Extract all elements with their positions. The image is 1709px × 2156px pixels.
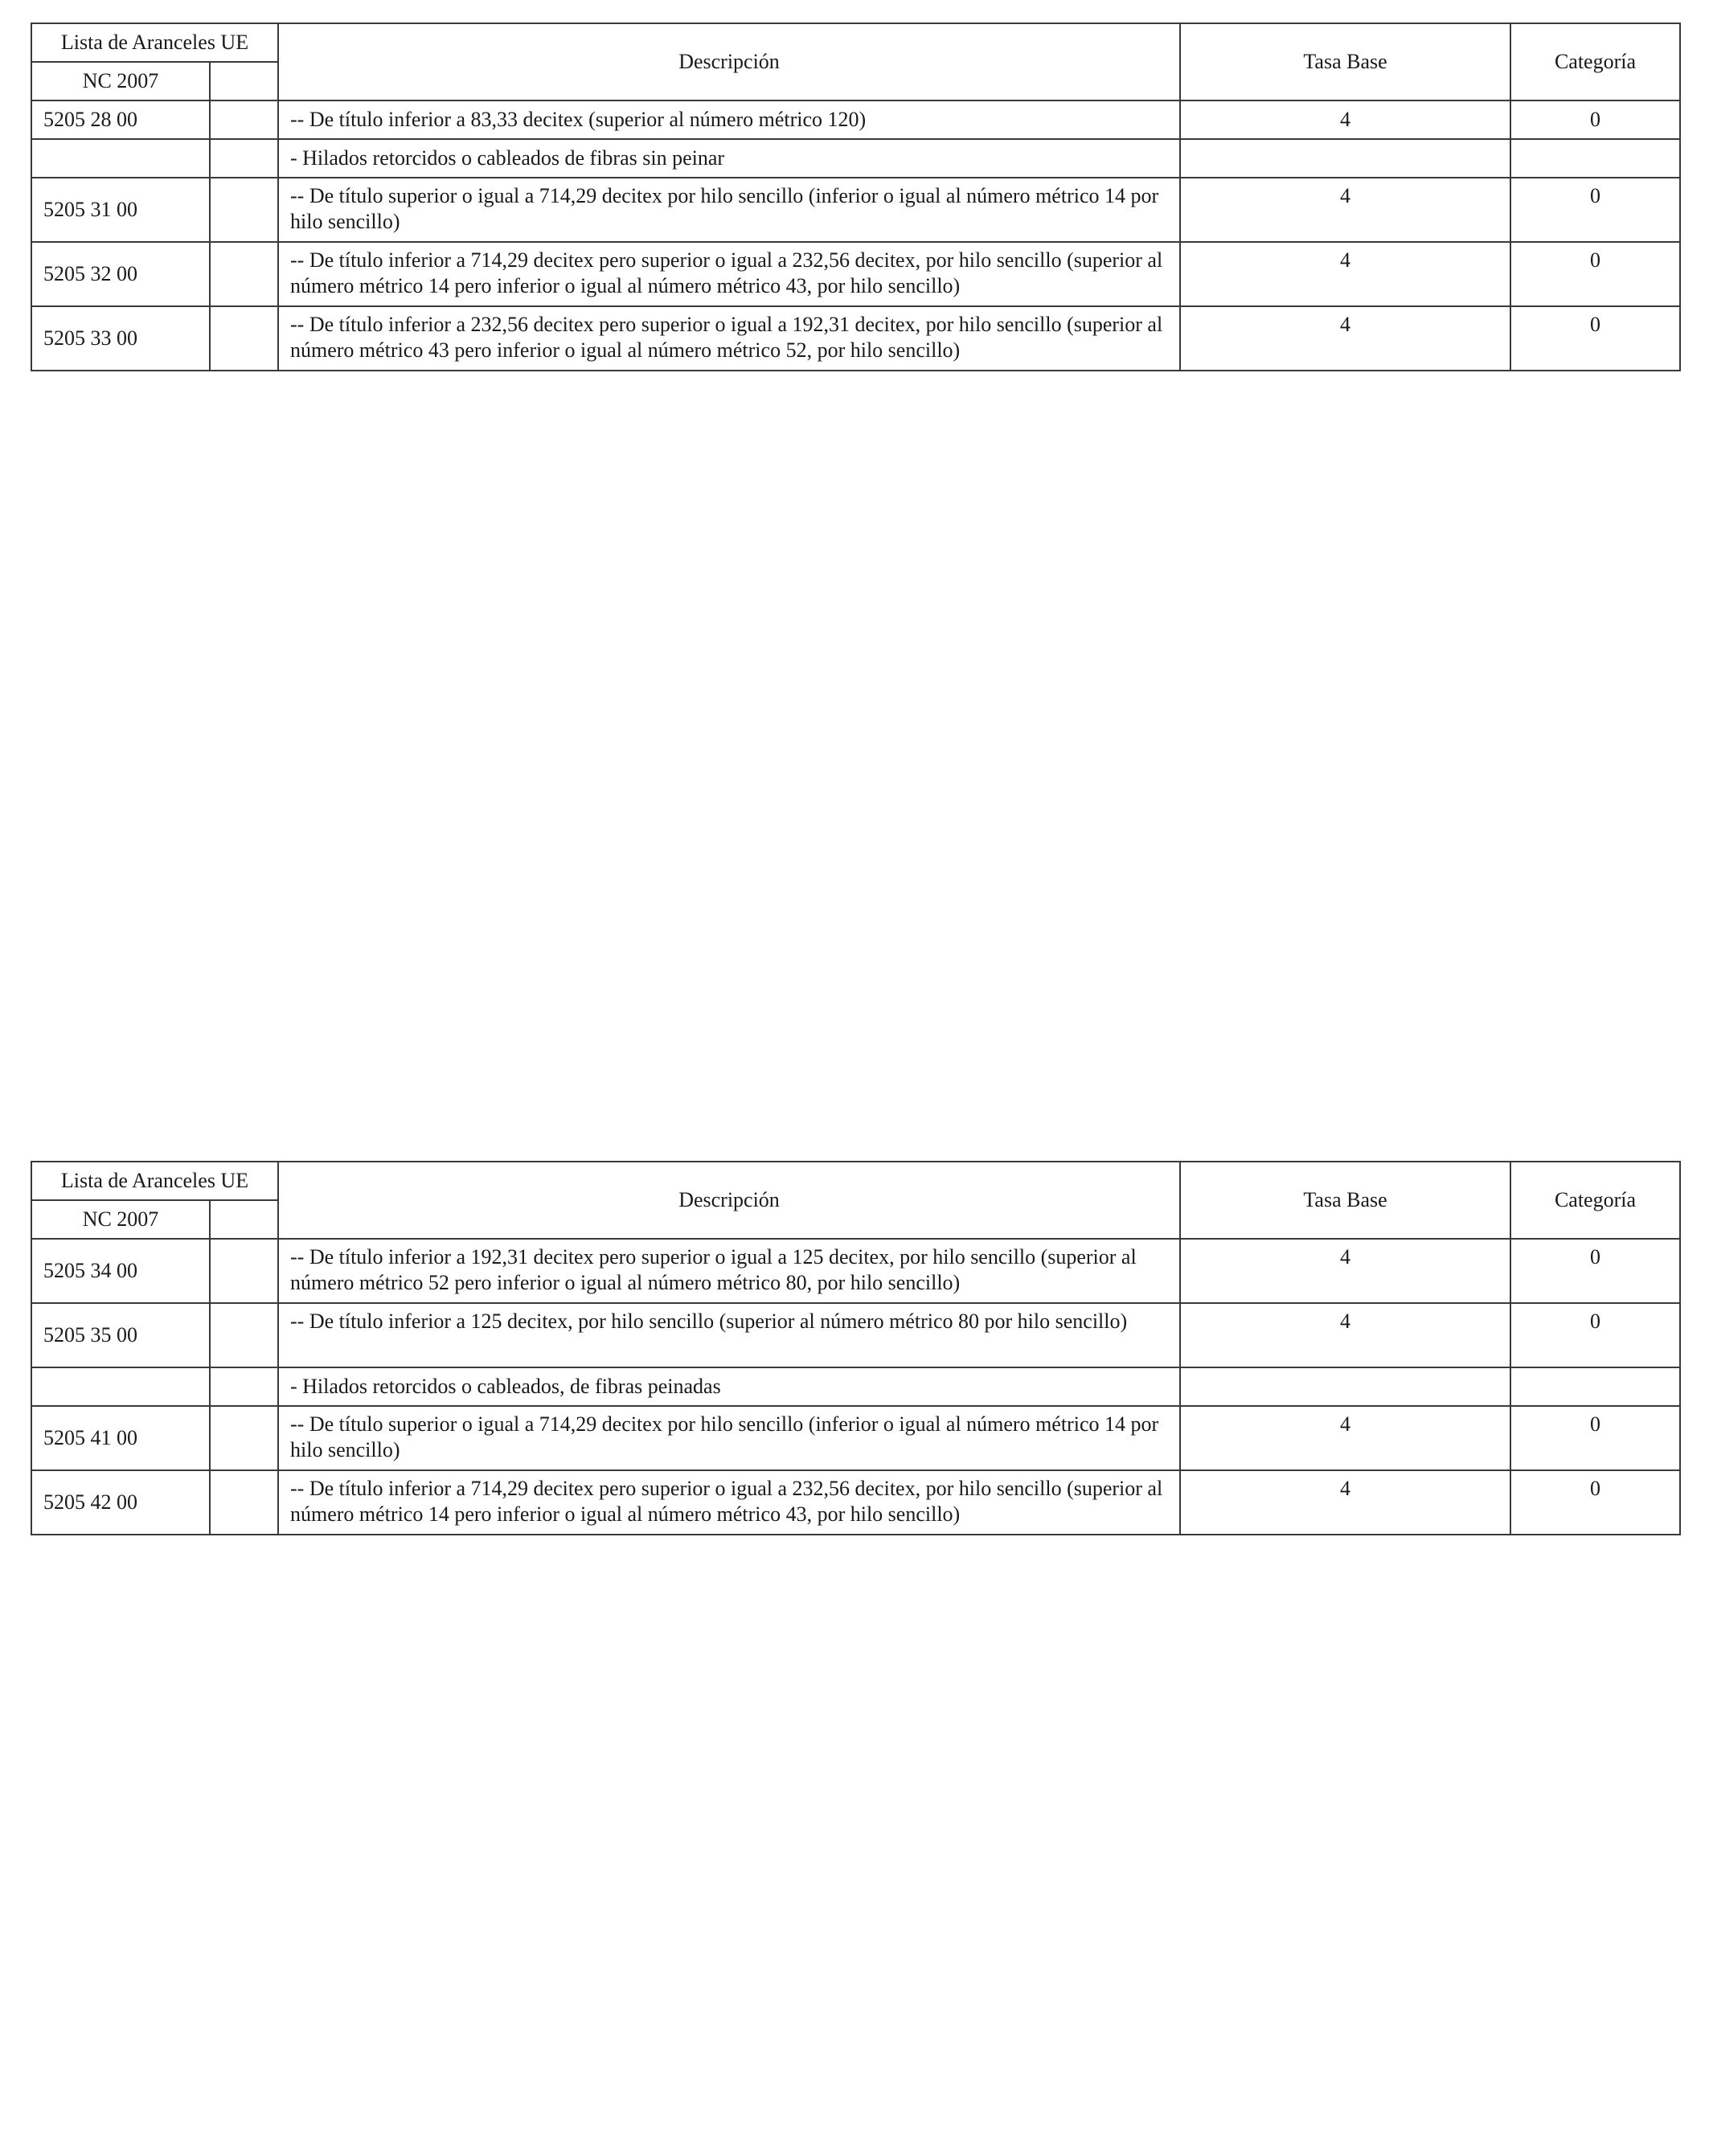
category: 0 [1510,1303,1680,1367]
empty-cell [210,1470,278,1535]
header-empty-cell [210,62,278,100]
table-row [31,178,1680,242]
empty-cell [210,242,278,306]
base-rate: 4 [1180,1303,1510,1367]
header-category: Categoría [1510,23,1680,100]
empty-cell [210,1239,278,1303]
base-rate: 4 [1180,178,1510,242]
base-rate [1180,139,1510,178]
header-description: Descripción [278,23,1180,100]
empty-cell [210,100,278,139]
tariff-description: -- De título inferior a 125 decitex, por hilo sencillo (superior al número métrico 80 por hilo sencillo) [278,1303,1180,1367]
base-rate: 4 [1180,1239,1510,1303]
header-list-label: Lista de Aranceles UE [31,1162,278,1200]
tariff-table-2 [31,1161,1681,1535]
tariff-code: 5205 35 00 [31,1303,210,1367]
empty-cell [210,1406,278,1470]
category [1510,1367,1680,1406]
category [1510,139,1680,178]
header-base-rate: Tasa Base [1180,1162,1510,1239]
tariff-code: 5205 31 00 [31,178,210,242]
table-row [31,1367,1680,1406]
category: 0 [1510,1470,1680,1535]
category: 0 [1510,1239,1680,1303]
tariff-description: -- De título inferior a 714,29 decitex pero superior o igual a 232,56 decitex, por hilo sencillo (superior al número métrico 14 pero inferior o igual al número métrico 43, por hilo sencillo) [278,1470,1180,1535]
tariff-description: - Hilados retorcidos o cableados de fibras sin peinar [278,139,1180,178]
tariff-code: 5205 28 00 [31,100,210,139]
tariff-description: -- De título inferior a 232,56 decitex pero superior o igual a 192,31 decitex, por hilo sencillo (superior al número métrico 43 pero inferior o igual al número métrico 52, por hilo sencillo) [278,306,1180,371]
tariff-code [31,139,210,178]
header-list-label: Lista de Aranceles UE [31,23,278,62]
tariff-description: -- De título inferior a 83,33 decitex (superior al número métrico 120) [278,100,1180,139]
empty-cell [210,1367,278,1406]
base-rate: 4 [1180,100,1510,139]
category: 0 [1510,1406,1680,1470]
empty-cell [210,306,278,371]
header-category: Categoría [1510,1162,1680,1239]
tariff-table-1 [31,23,1681,371]
category: 0 [1510,100,1680,139]
table-row [31,306,1680,371]
tariff-description: - Hilados retorcidos o cableados, de fibras peinadas [278,1367,1180,1406]
table-row [31,1303,1680,1367]
tariff-description: -- De título inferior a 192,31 decitex pero superior o igual a 125 decitex, por hilo sencillo (superior al número métrico 52 pero inferior o igual al número métrico 80, por hilo sencillo) [278,1239,1180,1303]
base-rate: 4 [1180,306,1510,371]
tariff-description: -- De título inferior a 714,29 decitex pero superior o igual a 232,56 decitex, por hilo sencillo (superior al número métrico 14 pero inferior o igual al número métrico 43, por hilo sencillo) [278,242,1180,306]
empty-cell [210,1303,278,1367]
table-row [31,100,1680,139]
header-nc-label: NC 2007 [31,62,210,100]
table-row [31,242,1680,306]
base-rate [1180,1367,1510,1406]
header-base-rate: Tasa Base [1180,23,1510,100]
category: 0 [1510,178,1680,242]
tariff-description: -- De título superior o igual a 714,29 decitex por hilo sencillo (inferior o igual al número métrico 14 por hilo sencillo) [278,178,1180,242]
header-nc-label: NC 2007 [31,1200,210,1239]
table-row [31,1406,1680,1470]
empty-cell [210,178,278,242]
header-description: Descripción [278,1162,1180,1239]
header-empty-cell [210,1200,278,1239]
base-rate: 4 [1180,242,1510,306]
tariff-code: 5205 33 00 [31,306,210,371]
tariff-code [31,1367,210,1406]
base-rate: 4 [1180,1406,1510,1470]
tariff-code: 5205 41 00 [31,1406,210,1470]
table-row [31,1470,1680,1535]
tariff-code: 5205 34 00 [31,1239,210,1303]
table-row [31,139,1680,178]
empty-cell [210,139,278,178]
category: 0 [1510,306,1680,371]
tariff-code: 5205 42 00 [31,1470,210,1535]
tariff-description: -- De título superior o igual a 714,29 decitex por hilo sencillo (inferior o igual al número métrico 14 por hilo sencillo) [278,1406,1180,1470]
table-row [31,1239,1680,1303]
tariff-code: 5205 32 00 [31,242,210,306]
category: 0 [1510,242,1680,306]
base-rate: 4 [1180,1470,1510,1535]
